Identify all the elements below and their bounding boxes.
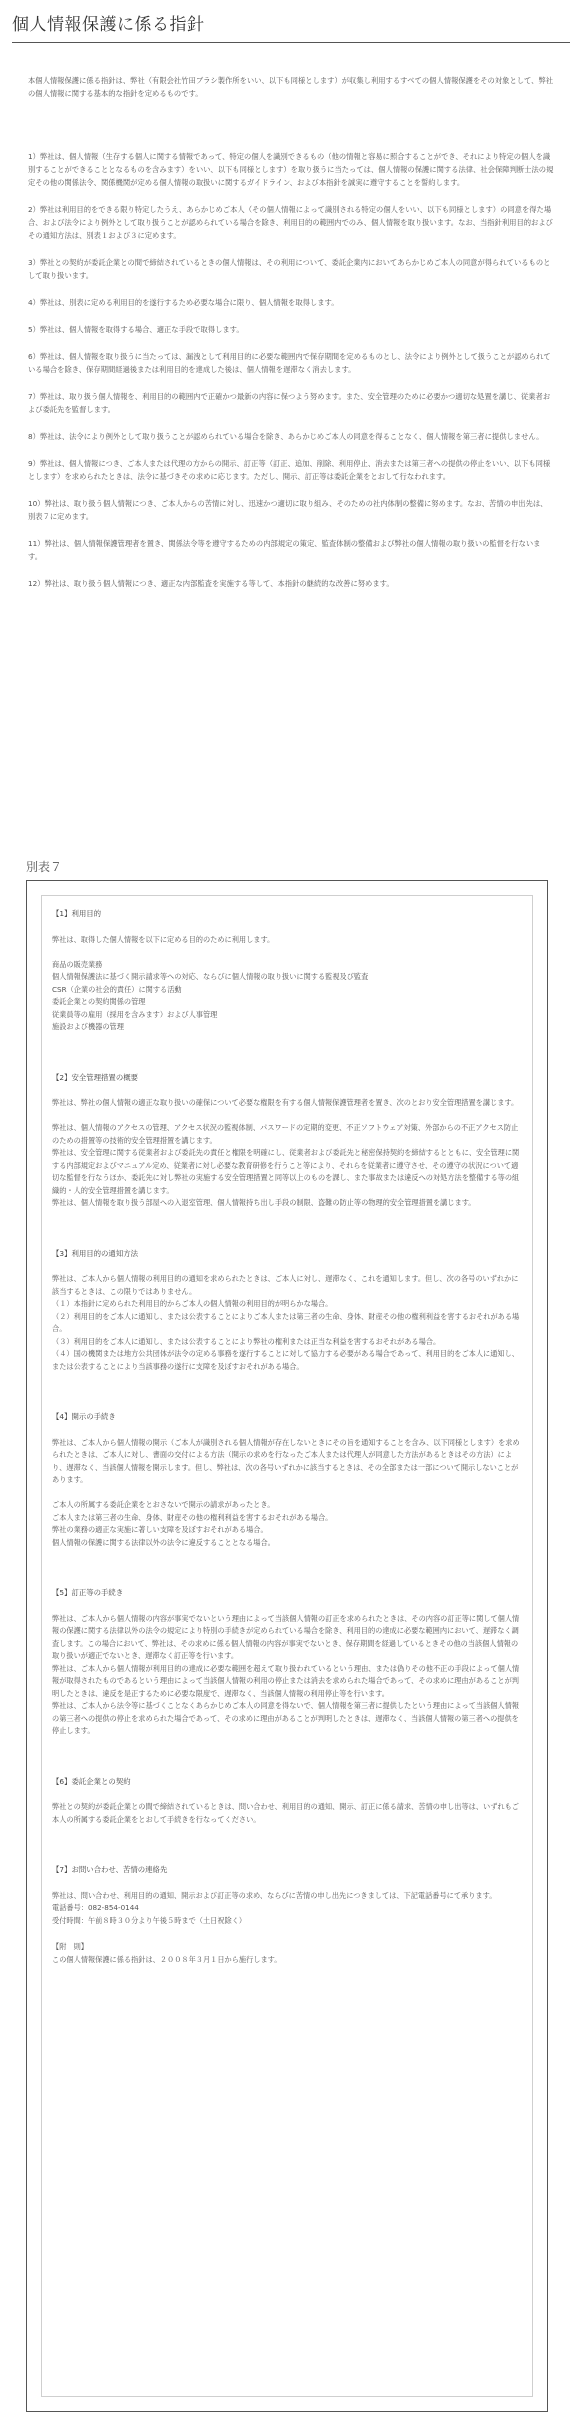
section-gap (52, 1927, 522, 1941)
policy-clause: 9）弊社は、個人情報につき、ご本人または代理の方からの開示、訂正等（訂正、追加、削除、利用停止、消去または第三者への提供の停止をいい、以下も同様とします）を求められたときは、法令に基づきその求めに応じます。ただし、開示、訂正等は委託企業をとおして行なわれます。 (28, 459, 551, 481)
section-paragraph: （３）利用目的をご本人に通知し、または公表することにより弊社の権利または正当な利益を害するおそれがある場合。 (52, 1336, 441, 1346)
section-heading: 【2】安全管理措置の概要 (52, 1072, 139, 1082)
appendix-section (52, 1776, 522, 1827)
paragraph-spacer (52, 1110, 522, 1123)
policy-clause: 3）弊社との契約が委託企業との間で締結されているときの個人情報は、その利用について、委託企業内においてあらかじめご本人の同意が得られているものとして取り扱います。 (28, 258, 551, 280)
section-paragraph: 弊社は、安全管理に関する従業者および委託先の責任と権限を明確にし、従業者および委託先と秘密保持契約を締結するとともに、安全管理に関する内部規定およびマニュアル定め、従業者に対し必要な教育研修を行うこと等により、それらを従業者に遵守させ、その遵守の状況について適切な監督を行なうほか、委託先に対し弊社の実施する安全管理措置と同等以上のものを課し、また事故または違反への対処方法を整備する等の組織的・人的安全管理措置を講じます。 (52, 1148, 520, 1195)
section-heading: 【1】利用目的 (52, 909, 102, 918)
appendix-section (52, 1864, 522, 1927)
section-paragraph: ご本人の所属する委託企業をとおさないで開示の請求があったとき。 (52, 1500, 275, 1509)
page-title: 個人情報保護に係る指針 (12, 14, 570, 43)
section-heading: 【5】訂正等の手続き (52, 1588, 124, 1597)
section-paragraph: 施設および機器の管理 (52, 1022, 124, 1031)
section-gap (52, 1826, 522, 1864)
section-paragraph: ご本人または第三者の生命、身体、財産その他の権利利益を害するおそれがある場合。 (52, 1512, 333, 1522)
appendix-label: 別表７ (26, 860, 63, 874)
section-paragraph: 商品の販売業務 (52, 959, 103, 969)
section-paragraph: 弊社は、ご本人から個人情報の内容が事実でないという理由によって当該個人情報の訂正を求められたときは、その内容の訂正等に関して個人情報の保護に関する法律以外の法令の規定により特別の手続きが定められている場合を除き、利用目的の達成に必要な範囲内において、遅滞なく調査します。この場合において、弊社は、その求めに係る個人情報の内容が事実でないとき、保存期間を経過しているときその他の当該個人情報の取り扱いが適正でないとき、遅滞なく訂正等を行います。 (52, 1613, 520, 1660)
policy-clause: 5）弊社は、個人情報を取得する場合、適正な手段で取得します。 (28, 325, 244, 334)
section-paragraph: （２）利用目的をご本人に通知し、または公表することによりご本人または第三者の生命、身体、財産その他の権利利益を害するおそれがある場合。 (52, 1311, 520, 1333)
section-gap (52, 1373, 522, 1411)
appendix-box (26, 880, 548, 2412)
section-paragraph: 弊社は、ご本人から個人情報が利用目的の達成に必要な範囲を超えて取り扱われているという理由、または偽りその他不正の手段によって個人情報が取得されたものであるという理由によって当該個人情報の利用の停止または消去を求められた場合であって、その求めに理由があることが判明したときは、違反を是正するために必要な限度で、遅滞なく、当該個人情報の利用停止等を行います。 (52, 1663, 520, 1698)
policy-clause: 2）弊社は利用目的をできる限り特定したうえ、あらかじめご本人（その個人情報によって識別される特定の個人をいい、以下も同様とします）の同意を得た場合、および法令により例外として取り扱うことが認められている場合を除き、利用目的の範囲内でのみ、個人情報を取り扱います。なお、当指針利用目的およびその通知方法は、別表１および３に定めます。 (28, 205, 553, 240)
section-paragraph: （４）国の機関または地方公共団体が法令の定める事務を遂行することに対して協力する必要がある場合であって、利用目的をご本人に通知し、または公表することにより当該事務の遂行に支障を及ぼすおそれがある場合。 (52, 1349, 519, 1371)
section-paragraph: 弊社は、ご本人から個人情報の利用目的の通知を求められたときは、ご本人に対し、遅滞なく、これを通知します。但し、次の各号のいずれかに該当するときは、この限りではありません。 (52, 1274, 519, 1296)
paragraph-spacer (52, 946, 522, 959)
section-heading: 【4】開示の手続き (52, 1412, 116, 1421)
section-paragraph: 弊社との契約が委託企業との間で締結されているときは、問い合わせ、利用目的の通知、開示、訂正に係る請求、苦情の申し出等は、いずれもご本人の所属する委託企業をとおして手続きを行なってください。 (52, 1802, 519, 1824)
paragraph-spacer (52, 1487, 522, 1500)
appendix-section (52, 1072, 522, 1210)
section-paragraph: 弊社は、弊社の個人情報の適正な取り扱いの確保について必要な権限を有する個人情報保護管理者を置き、次のとおり安全管理措置を講じます。 (52, 1098, 519, 1107)
appendix-section (52, 1587, 522, 1738)
policy-clause: 4）弊社は、別表に定める利用目的を遂行するため必要な場合に限り、個人情報を取得します。 (28, 298, 339, 307)
section-paragraph: 個人情報保護法に基づく開示請求等への対応、ならびに個人情報の取り扱いに関する監視及び監査 (52, 972, 369, 981)
supplement-label: 【附 則】 (52, 1942, 88, 1951)
section-paragraph: CSR（企業の社会的責任）に関する活動 (52, 984, 182, 994)
appendix-inner-frame (41, 895, 533, 2397)
policy-clause: 8）弊社は、法令により例外として取り扱うことが認められている場合を除き、あらかじめご本人の同意を得ることなく、個人情報を第三者に提供しません。 (28, 432, 544, 441)
section-gap (52, 1738, 522, 1776)
section-paragraph: 弊社は、問い合わせ、利用目的の通知、開示および訂正等の求め、ならびに苦情の申し出先につきましては、下記電話番号にて承ります。 (52, 1890, 497, 1900)
appendix-section (52, 1411, 522, 1549)
policy-clauses (28, 150, 554, 590)
policy-clause: 12）弊社は、取り扱う個人情報につき、適正な内部監査を実施する等して、本指針の継続的な改善に努めます。 (28, 579, 394, 588)
appendix-section (52, 1248, 522, 1374)
section-paragraph: 受付時間：午前８時３０分より午後５時まで（土日祝除く） (52, 1915, 247, 1925)
section-paragraph: 弊社の業務の適正な実施に著しい支障を及ぼすおそれがある場合。 (52, 1525, 268, 1534)
policy-clause: 10）弊社は、取り扱う個人情報につき、ご本人からの苦情に対し、迅速かつ適切に取り組み、そのための社内体制の整備に努めます。なお、苦情の申出先は、別表７に定めます。 (28, 499, 548, 521)
policy-clause: 1）弊社は、個人情報（生存する個人に関する情報であって、特定の個人を識別できるもの（他の情報と容易に照合することができ、それにより特定の個人を識別することができることとなるものを含みます）をいい、以下も同様とします）を取り扱うに当たっては、個人情報の保護に関する法律、社会保障判断士法の規定その他の関係法令、関係機関が定める個人情報の取扱いに関するガイドライン、および本指針を誠実に遵守することを誓約します。 (28, 152, 554, 187)
policy-clause: 6）弊社は、個人情報を取り扱うに当たっては、漏洩として利用目的に必要な範囲内で保存期間を定めるものとし、法令により例外として扱うことが認められている場合を除き、保存期間経過後または利用目的を達成した後は、個人情報を遅滞なく消去します。 (28, 352, 551, 374)
section-paragraph: 個人情報の保護に関する法律以外の法令に違反することとなる場合。 (52, 1537, 275, 1547)
intro-paragraph: 本個人情報保護に係る指針は、弊社（有限会社竹田ブラシ製作所をいい、以下も同様とします）が収集し利用するすべての個人情報保護をその対象として、弊社の個人情報に関する基本的な指針を定めるものです。 (28, 76, 554, 98)
supplement-text: この個人情報保護に係る指針は、２００８年３月１日から施行します。 (52, 1954, 282, 1964)
section-paragraph: 弊社は、個人情報のアクセスの管理、アクセス状況の監視体制、パスワードの定期的変更、不正ソフトウェア対策、外部からの不正アクセス防止のための措置等の技術的安全管理措置を講じます。 (52, 1123, 519, 1145)
appendix-section (52, 908, 522, 1034)
section-paragraph: （１）本指針に定められた利用目的からご本人の個人情報の利用目的が明らかな場合。 (52, 1299, 333, 1308)
section-paragraph: 従業員等の雇用（採用を含みます）および人事管理 (52, 1009, 218, 1019)
section-paragraph: 電話番号：082-854-0144 (52, 1903, 139, 1912)
section-paragraph: 弊社は、ご本人から個人情報の開示（ご本人が識別される個人情報が存在しないときにその旨を通知することを含み、以下同様とします）を求められたときは、ご本人に対し、書面の交付による方法（開示の求めを行なったご本人または代理人が同意した方法があるときはその方法）により、遅滞なく、当該個人情報を開示します。但し、弊社は、次の各号いずれかに該当するときは、その全部または一部について開示しないことがあります。 (52, 1437, 520, 1484)
section-paragraph: 委託企業との契約関係の管理 (52, 997, 146, 1006)
section-heading: 【6】委託企業との契約 (52, 1776, 131, 1786)
policy-clause: 7）弊社は、取り扱う個人情報を、利用目的の範囲内で正確かつ最新の内容に保つよう努めます。また、安全管理のために必要かつ適切な処置を講じ、従業者および委託先を監督します。 (28, 392, 551, 414)
section-heading: 【7】お問い合わせ、苦情の連絡先 (52, 1865, 168, 1874)
section-paragraph: 弊社は、取得した個人情報を以下に定める目的のために利用します。 (52, 934, 275, 944)
section-paragraph: 弊社は、ご本人から法令等に基づくことなくあらかじめご本人の同意を得ないで、個人情報を第三者に提供したという理由によって当該個人情報の第三者への提供の停止を求められた場合であって、その求めに理由があることが判明したときは、遅滞なく、当該個人情報の第三者への提供を停止します。 (52, 1701, 520, 1735)
policy-clause: 11）弊社は、個人情報保護管理者を置き、関係法令等を遵守するための内部規定の策定、監査体制の整備および弊社の個人情報の取り扱いの監督を行ないます。 (28, 539, 541, 561)
section-paragraph: 弊社は、個人情報を取り扱う部屋への入退室管理、個人情報持ち出し手段の制限、盗難の防止等の物理的安全管理措置を講じます。 (52, 1198, 476, 1207)
section-heading: 【3】利用目的の通知方法 (52, 1248, 139, 1258)
section-gap (52, 1034, 522, 1072)
section-gap (52, 1549, 522, 1587)
section-gap (52, 1210, 522, 1248)
